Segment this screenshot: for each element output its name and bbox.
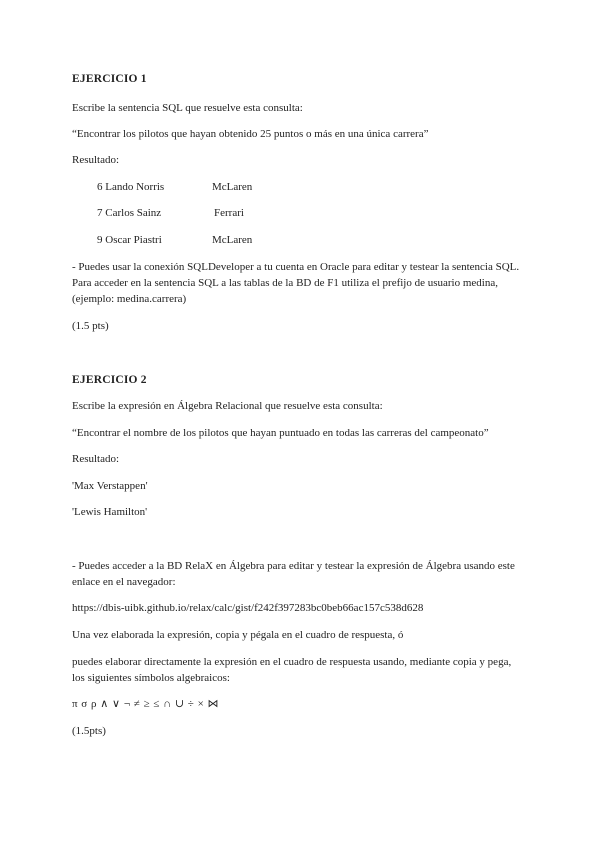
exercise-2-prompt: Escribe la expresión en Álgebra Relacional que resuelve esta consulta: — [72, 400, 383, 412]
exercise-1-query: “Encontrar los pilotos que hayan obtenido 25 puntos o más en una única carrera” — [72, 128, 429, 140]
exercise-2-alt-line: los siguientes símbolos algebraicos: — [72, 672, 230, 684]
algebra-symbols: π σ ρ ∧ ∨ ¬ ≠ ≥ ≤ ∩ ∪ ÷ × ⋈ — [72, 698, 220, 710]
exercise-2-title: EJERCICIO 2 — [72, 374, 147, 386]
exercise-1-note-line: - Puedes usar la conexión SQLDeveloper a tu cuenta en Oracle para editar y testear la sentencia SQL. — [72, 261, 520, 273]
result-row-team: Ferrari — [214, 207, 244, 219]
exercise-2-alt-line: puedes elaborar directamente la expresión en el cuadro de respuesta usando, mediante copia y pega, — [72, 656, 512, 668]
exercise-1-points: (1.5 pts) — [72, 320, 109, 332]
exercise-1-result-label: Resultado: — [72, 154, 120, 166]
result-row-driver: 9 Oscar Piastri — [97, 234, 162, 246]
exercise-1-prompt: Escribe la sentencia SQL que resuelve esta consulta: — [72, 102, 303, 114]
relax-link[interactable]: https://dbis-uibk.github.io/relax/calc/gist/f242f397283bc0beb66ac157c538d628 — [72, 602, 424, 614]
exercise-2-result-label: Resultado: — [72, 453, 120, 465]
result-value: 'Max Verstappen' — [72, 480, 148, 492]
exercise-2-copy-line: Una vez elaborada la expresión, copia y pégala en el cuadro de respuesta, ó — [72, 629, 404, 641]
result-value: 'Lewis Hamilton' — [72, 506, 148, 518]
exercise-1-note-line: (ejemplo: medina.carrera) — [72, 293, 187, 305]
exercise-2-note-line: - Puedes acceder a la BD RelaX en Álgebra para editar y testear la expresión de Álgebra usando este — [72, 560, 515, 572]
exercise-1-note-line: Para acceder en la sentencia SQL a las tablas de la BD de F1 utiliza el prefijo de usuario medina, — [72, 277, 498, 289]
exercise-2-note-line: enlace en el navegador: — [72, 576, 176, 588]
exercise-2-points: (1.5pts) — [72, 725, 106, 737]
exercise-2-query: “Encontrar el nombre de los pilotos que hayan puntuado en todas las carreras del campeonato” — [72, 427, 489, 439]
exercise-1-title: EJERCICIO 1 — [72, 73, 147, 85]
result-row-team: McLaren — [212, 234, 253, 246]
result-row-driver: 7 Carlos Sainz — [97, 207, 162, 219]
result-row-driver: 6 Lando Norris — [97, 181, 165, 193]
result-row-team: McLaren — [212, 181, 253, 193]
